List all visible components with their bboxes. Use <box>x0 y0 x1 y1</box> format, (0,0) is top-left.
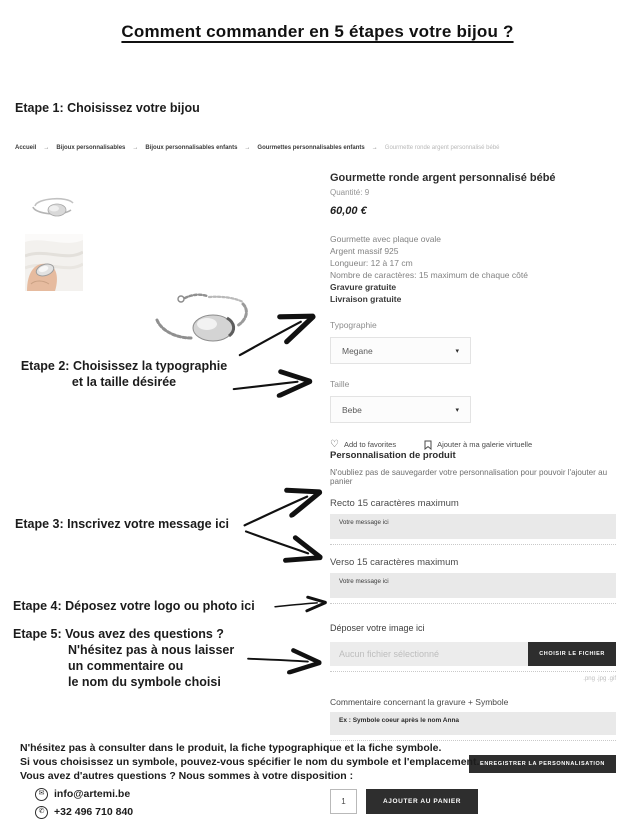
step2-line2: et la taille désirée <box>71 375 177 389</box>
save-personalization-button[interactable]: ENREGISTRER LA PERSONNALISATION <box>469 755 616 773</box>
product-description <box>330 233 616 305</box>
breadcrumb-current: Gourmette ronde argent personnalisé bébé <box>384 145 500 151</box>
breadcrumb-separator-icon: → <box>244 145 251 151</box>
step4-label: Etape 4: Déposez votre logo ou photo ici <box>13 599 255 613</box>
recto-label: Recto 15 caractères maximum <box>330 498 459 509</box>
gallery-label: Ajouter à ma galerie virtuelle <box>437 440 533 449</box>
phone-number[interactable]: +32 496 710 840 <box>54 806 134 818</box>
verso-label: Verso 15 caractères maximum <box>330 557 459 568</box>
size-selected-value: Bebe <box>342 404 362 415</box>
envelope-icon: ✉ <box>35 788 48 801</box>
footer-line3: Vous avez d'autres questions ? Nous sommes à votre disposition : <box>20 770 354 782</box>
breadcrumb-home[interactable]: Accueil <box>15 145 37 151</box>
description-line: Argent massif 925 <box>330 246 399 256</box>
personalization-subtitle: N'oubliez pas de sauvegarder votre personnalisation pour pouvoir l'ajouter au panier <box>330 468 608 486</box>
step2-label <box>8 358 240 390</box>
breadcrumb-item[interactable]: Gourmettes personnalisables enfants <box>257 145 365 151</box>
divider <box>330 671 616 672</box>
footer-line2: Si vous choisissez un symbole, pouvez-vous spécifier le nom du symbole et l'emplacement. <box>20 756 480 768</box>
recto-message-input[interactable] <box>330 514 616 539</box>
step5-line3: un commentaire ou <box>68 659 184 673</box>
chevron-down-icon: ▾ <box>455 347 459 355</box>
step5-line1: Etape 5: Vous avez des questions ? <box>13 627 224 641</box>
phone-row <box>35 805 479 819</box>
product-info-panel <box>330 172 616 450</box>
comment-label: Commentaire concernant la gravure + Symbole <box>330 697 509 707</box>
email-row <box>35 787 479 801</box>
breadcrumb-separator-icon: → <box>371 145 378 151</box>
verso-message-input[interactable] <box>330 573 616 598</box>
add-to-gallery-button[interactable] <box>424 440 532 450</box>
comment-input[interactable] <box>330 712 616 735</box>
product-title: Gourmette ronde argent personnalisé bébé <box>330 172 556 184</box>
description-line: Nombre de caractères: 15 maximum de chaque côté <box>330 270 528 280</box>
product-actions-row <box>330 439 616 450</box>
step3-label: Etape 3: Inscrivez votre message ici <box>15 517 229 531</box>
heart-icon: ♡ <box>330 439 339 450</box>
footer-note <box>20 741 479 819</box>
bookmark-icon <box>424 440 432 450</box>
product-price: 60,00 € <box>330 205 367 217</box>
description-line: Longueur: 12 à 17 cm <box>330 258 413 268</box>
breadcrumb <box>15 145 500 151</box>
breadcrumb-separator-icon: → <box>43 145 50 151</box>
typography-selected-value: Megane <box>342 345 373 356</box>
product-thumbnail-bracelet[interactable] <box>27 190 81 222</box>
step5-label <box>13 626 234 690</box>
size-label: Taille <box>330 379 350 389</box>
product-quantity-text: Quantité: 9 <box>330 188 370 197</box>
typography-select[interactable] <box>330 337 471 364</box>
arrow-to-upload-icon <box>273 592 328 616</box>
divider <box>330 603 616 604</box>
file-upload-row <box>330 642 616 666</box>
arrow-to-comment-icon <box>245 643 325 676</box>
product-thumbnail-baby-photo[interactable] <box>25 234 83 291</box>
free-engraving-note: Gravure gratuite <box>330 282 397 292</box>
breadcrumb-separator-icon: → <box>132 145 139 151</box>
chevron-down-icon: ▾ <box>455 406 459 414</box>
breadcrumb-item[interactable]: Bijoux personnalisables <box>56 145 126 151</box>
divider <box>330 544 616 545</box>
personalization-title: Personnalisation de produit <box>330 450 456 461</box>
typography-label: Typographie <box>330 320 377 330</box>
breadcrumb-item[interactable]: Bijoux personnalisables enfants <box>145 145 238 151</box>
favorites-label: Add to favorites <box>343 440 397 449</box>
arrow-to-verso-icon <box>239 518 329 573</box>
add-to-cart-button[interactable]: AJOUTER AU PANIER <box>366 789 478 814</box>
description-line: Gourmette avec plaque ovale <box>330 234 442 244</box>
step1-label: Etape 1: Choisissez votre bijou <box>15 101 200 115</box>
choose-file-button[interactable]: CHOISIR LE FICHIER <box>528 642 616 666</box>
phone-icon: ✆ <box>35 806 48 819</box>
step2-line1: Etape 2: Choisissez la typographie <box>20 359 228 373</box>
footer-line1: N'hésitez pas à consulter dans le produit, la fiche typographique et la fiche symbole. <box>20 742 442 754</box>
size-select[interactable] <box>330 396 471 423</box>
email-address[interactable]: info@artemi.be <box>54 788 131 800</box>
free-shipping-note: Livraison gratuite <box>330 294 402 304</box>
step5-line2: N'hésitez pas à nous laisser <box>68 643 235 657</box>
page-title: Comment commander en 5 étapes votre bijou ? <box>121 22 514 41</box>
step5-line4: le nom du symbole choisi <box>68 675 221 689</box>
file-formats-hint: .png .jpg .gif <box>583 676 616 682</box>
upload-label: Déposer votre image ici <box>330 623 425 633</box>
arrow-to-size-icon <box>227 366 318 401</box>
add-to-favorites-button[interactable] <box>330 439 396 450</box>
